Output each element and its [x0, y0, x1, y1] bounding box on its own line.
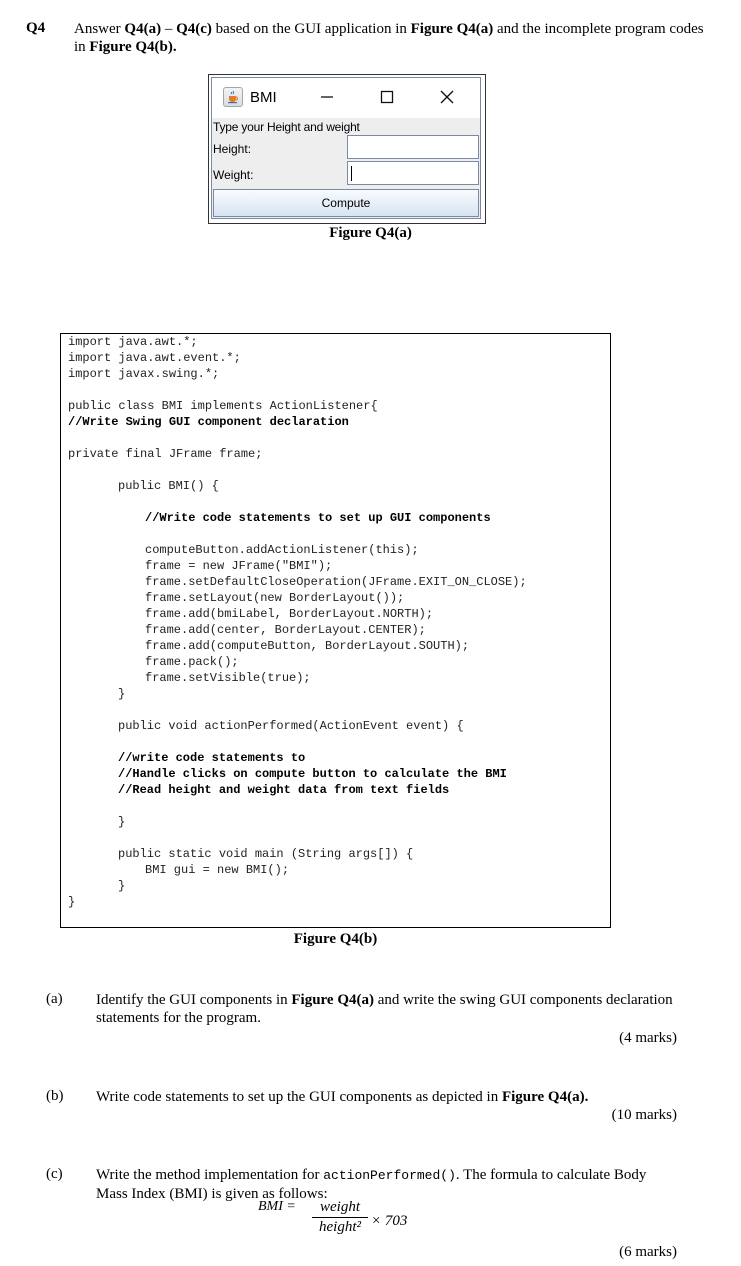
code-line: frame.setVisible(true);	[145, 671, 311, 685]
part-b-marks: (10 marks)	[611, 1107, 677, 1123]
question-number: Q4	[26, 20, 46, 36]
title-bar[interactable]	[212, 78, 480, 118]
code-line: import java.awt.*;	[68, 335, 198, 349]
code-line: import javax.swing.*;	[68, 367, 220, 381]
code-comment-line: //Write code statements to set up GUI components	[145, 511, 491, 525]
part-a-ref: Figure Q4(a)	[291, 992, 374, 1008]
intro-ref-q4c: Q4(c)	[176, 21, 212, 37]
close-button[interactable]	[436, 86, 458, 108]
part-b-label: (b)	[46, 1088, 64, 1104]
code-line: frame = new JFrame("BMI");	[145, 559, 333, 573]
figure-b-caption: Figure Q4(b)	[293, 931, 378, 947]
weight-input[interactable]	[347, 161, 479, 185]
code-line: frame.setDefaultCloseOperation(JFrame.EXIT_ON_CLOSE);	[145, 575, 527, 589]
intro-ref-q4a: Q4(a)	[124, 21, 162, 37]
intro-ref-figure-b: Figure Q4(b).	[89, 39, 177, 55]
code-line: }	[118, 879, 126, 893]
code-line: public class BMI implements ActionListener{	[68, 399, 378, 413]
intro-text-2: based on the GUI application in	[211, 21, 411, 37]
part-b-text-1: Write code statements to set up the GUI components as depicted in	[96, 1089, 502, 1105]
part-a-marks: (4 marks)	[619, 1030, 677, 1046]
part-a-text-2: and write the swing GUI components declaration statements for the program.	[96, 992, 673, 1026]
code-comment-line: //Read height and weight data from text fields	[118, 783, 450, 797]
close-icon	[436, 86, 458, 108]
intro-text-1: Answer	[74, 21, 125, 37]
code-line: public BMI() {	[118, 479, 219, 493]
code-line: public static void main (String args[]) {	[118, 847, 414, 861]
compute-button[interactable]: Compute	[213, 189, 479, 217]
formula-lhs: BMI =	[258, 1199, 296, 1214]
code-line: frame.add(computeButton, BorderLayout.SOUTH);	[145, 639, 470, 653]
code-line: public void actionPerformed(ActionEvent event) {	[118, 719, 464, 733]
code-line: private final JFrame frame;	[68, 447, 263, 461]
code-line: }	[118, 687, 126, 701]
code-line: BMI gui = new BMI();	[145, 863, 290, 877]
part-c-text-1: Write the method implementation for	[96, 1167, 324, 1183]
intro-ref-figure-a: Figure Q4(a)	[410, 21, 494, 37]
java-cup-icon	[223, 87, 243, 107]
code-line: frame.setLayout(new BorderLayout());	[145, 591, 405, 605]
height-input[interactable]	[347, 135, 479, 159]
formula-fraction	[312, 1199, 368, 1236]
code-line: frame.add(bmiLabel, BorderLayout.NORTH);	[145, 607, 434, 621]
part-c-marks: (6 marks)	[619, 1244, 677, 1260]
formula-numerator: weight	[312, 1199, 368, 1218]
weight-label: Weight:	[213, 168, 254, 182]
part-c-method-name: actionPerformed()	[323, 1168, 456, 1183]
window-title: BMI	[250, 89, 277, 106]
maximize-icon	[376, 86, 398, 108]
question-intro	[74, 20, 704, 56]
maximize-button[interactable]	[376, 86, 398, 108]
part-b-ref: Figure Q4(a).	[501, 1089, 589, 1105]
part-c-text-2: . The formula to calculate Body Mass Index (BMI) is given as follows:	[96, 1167, 647, 1202]
code-line: computeButton.addActionListener(this);	[145, 543, 419, 557]
intro-dash: –	[161, 21, 177, 37]
part-a-text-1: Identify the GUI components in	[96, 992, 292, 1008]
minimize-button[interactable]	[316, 86, 338, 108]
code-line: }	[118, 815, 126, 829]
code-line: }	[68, 895, 76, 909]
height-label: Height:	[213, 142, 252, 156]
code-line: frame.add(center, BorderLayout.CENTER);	[145, 623, 426, 637]
part-c-label: (c)	[46, 1166, 63, 1182]
figure-a-caption: Figure Q4(a)	[329, 225, 412, 241]
code-comment-line: //Write Swing GUI component declaration	[68, 415, 349, 429]
part-b-text	[96, 1088, 681, 1106]
part-a-label: (a)	[46, 991, 63, 1007]
bmi-window	[211, 77, 481, 219]
part-a-text	[96, 991, 681, 1027]
code-line: import java.awt.event.*;	[68, 351, 241, 365]
code-comment-line: //Handle clicks on compute button to calculate the BMI	[118, 767, 507, 781]
formula-denominator: height²	[319, 1219, 361, 1235]
formula-multiplier: × 703	[371, 1213, 408, 1229]
code-line: frame.pack();	[145, 655, 239, 669]
minimize-icon	[316, 86, 338, 108]
text-caret	[351, 166, 352, 181]
part-c-text	[96, 1166, 681, 1203]
intro-text-3: and the incomplete program codes in	[74, 21, 704, 55]
code-comment-line: //write code statements to	[118, 751, 306, 765]
instruction-label: Type your Height and weight	[213, 120, 360, 134]
